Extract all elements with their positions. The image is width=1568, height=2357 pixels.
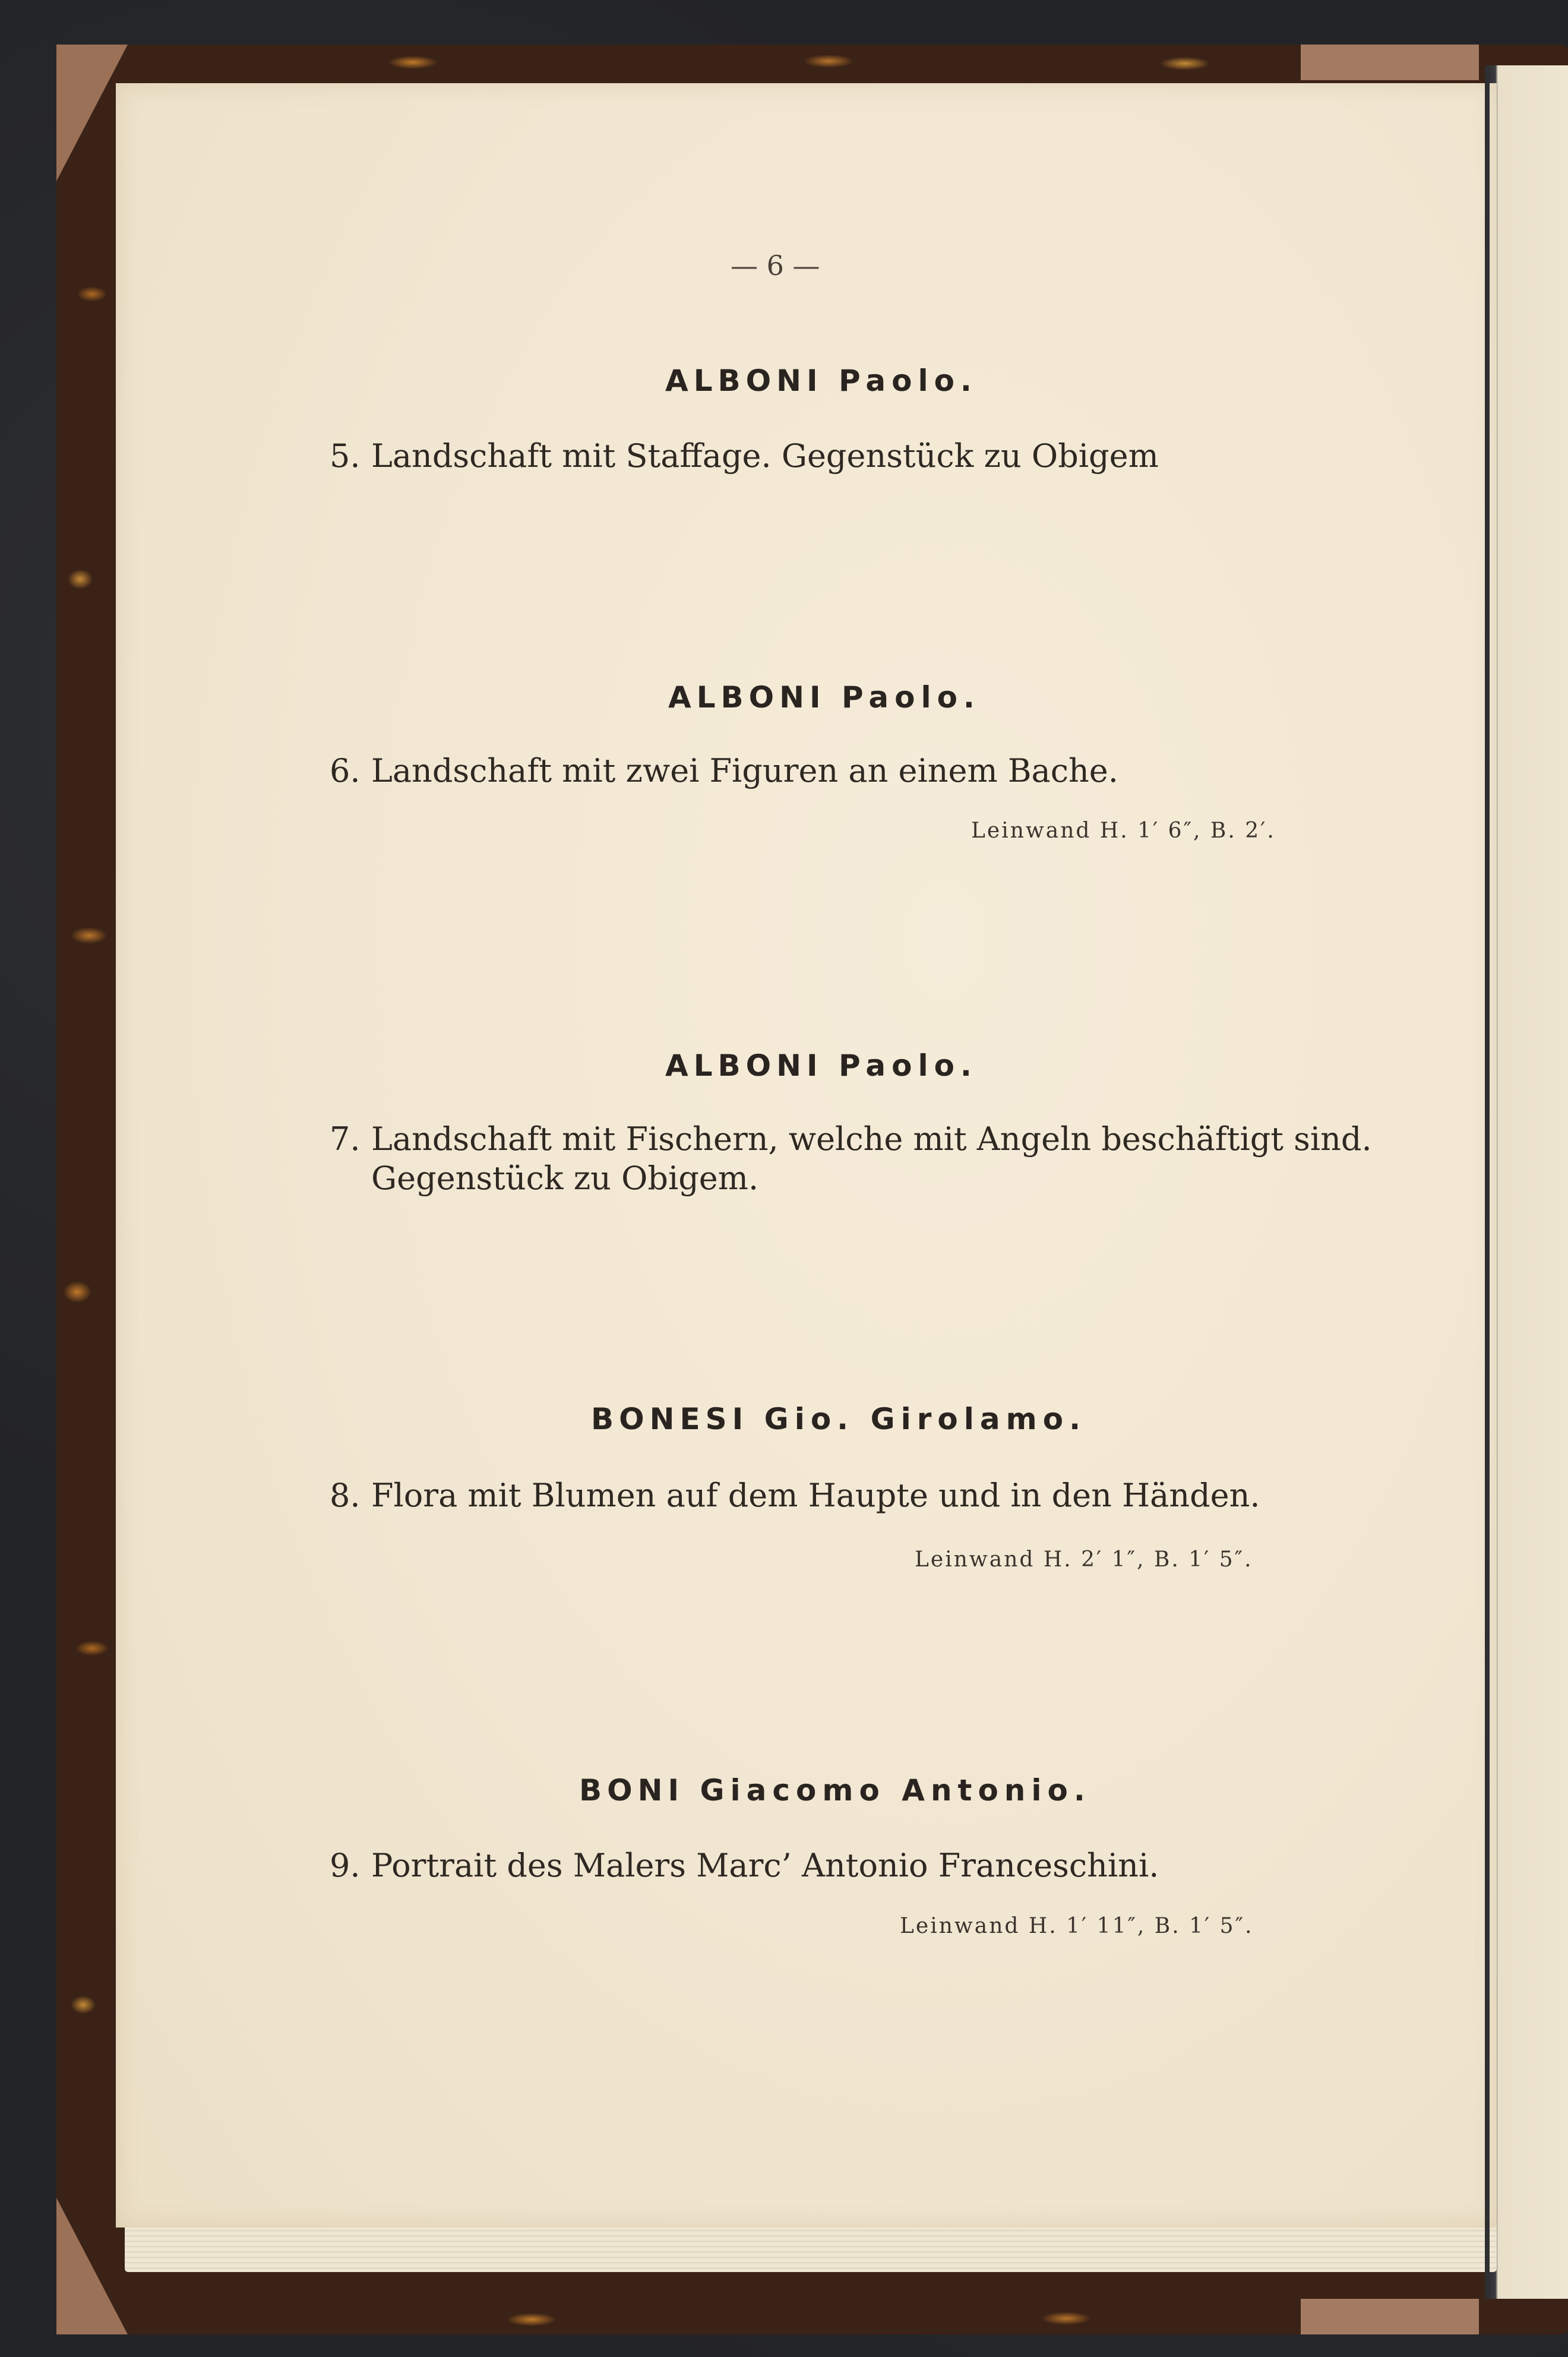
entry-number: 9.: [330, 1847, 361, 1884]
artist-heading: [665, 364, 978, 398]
artist-given-name: Gio. Girolamo.: [764, 1402, 1087, 1436]
catalogue-entry: [330, 1846, 1159, 1885]
catalogue-entry: [330, 437, 1159, 476]
entry-dimensions: Leinwand H. 1′ 11″, B. 1′ 5″.: [900, 1914, 1254, 1938]
artist-heading: [668, 680, 981, 715]
artist-given-name: Paolo.: [839, 1048, 978, 1083]
entry-title: Flora mit Blumen auf dem Haupte und in den Händen.: [371, 1477, 1260, 1514]
facing-page-edge: [1485, 65, 1568, 2299]
gutter-line: [1485, 65, 1490, 2299]
catalogue-entry: [330, 1476, 1260, 1515]
entry-number: 5.: [330, 437, 361, 475]
artist-surname: ALBONI: [665, 364, 823, 398]
entry-title: Landschaft mit zwei Figuren an einem Bache.: [371, 752, 1118, 789]
artist-heading: [579, 1773, 1091, 1808]
catalogue-entry: [330, 751, 1118, 791]
spine-cloth-top: [1301, 45, 1479, 80]
catalogue-entry: [330, 1120, 1372, 1198]
artist-given-name: Paolo.: [842, 680, 981, 715]
artist-surname: ALBONI: [665, 1048, 823, 1083]
entry-title: Landschaft mit Staffage. Gegenstück zu Obigem: [371, 437, 1159, 475]
entry-title-continuation: Gegenstück zu Obigem.: [371, 1159, 759, 1197]
artist-heading: [591, 1402, 1086, 1436]
spine-cloth-bottom: [1301, 2299, 1479, 2334]
entry-number: 8.: [330, 1477, 361, 1514]
artist-heading: [665, 1048, 978, 1083]
entry-number: 6.: [330, 752, 361, 789]
artist-surname: BONI: [579, 1773, 685, 1808]
entry-title: Landschaft mit Fischern, welche mit Angeln beschäftigt sind.: [371, 1120, 1372, 1158]
artist-given-name: Paolo.: [839, 364, 978, 398]
artist-given-name: Giacomo Antonio.: [700, 1773, 1091, 1808]
entry-number: 7.: [330, 1120, 361, 1158]
entry-dimensions: Leinwand H. 2′ 1″, B. 1′ 5″.: [915, 1547, 1253, 1572]
page-number: — 6 —: [731, 249, 820, 282]
entry-title: Portrait des Malers Marc’ Antonio Franceschini.: [371, 1847, 1159, 1884]
entry-dimensions: Leinwand H. 1′ 6″, B. 2′.: [971, 819, 1276, 843]
artist-surname: BONESI: [591, 1402, 749, 1436]
artist-surname: ALBONI: [668, 680, 826, 715]
